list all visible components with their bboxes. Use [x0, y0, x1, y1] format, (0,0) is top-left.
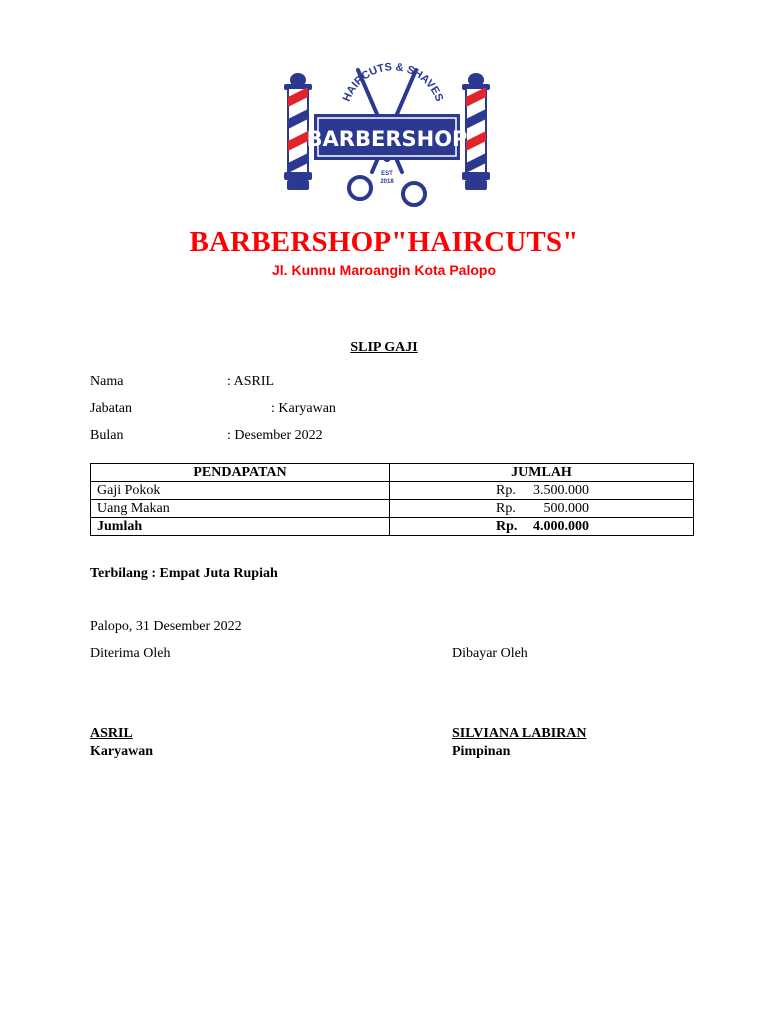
info-value: : Desember 2022 [227, 428, 323, 443]
table-header-pendapatan: PENDAPATAN [91, 464, 390, 482]
row-currency: Rp. [496, 501, 516, 516]
row-amount: 500.000 [543, 501, 589, 516]
logo-banner-text: BARBERSHOP [306, 127, 468, 151]
company-name: BARBERSHOP"HAIRCUTS" [189, 226, 579, 258]
info-label: Jabatan [90, 401, 132, 416]
row-currency: Rp. [496, 483, 516, 498]
total-amount: 4.000.000 [533, 519, 589, 534]
info-label: Bulan [90, 428, 124, 443]
receiver-label: Diterima Oleh [90, 646, 171, 661]
svg-text:2018: 2018 [380, 179, 394, 185]
table-row [91, 500, 694, 518]
payer-name: SILVIANA LABIRAN [452, 726, 587, 741]
info-value: : ASRIL [227, 374, 275, 389]
payer-label: Dibayar Oleh [452, 646, 528, 661]
logo-arc-text: HAIRCUTS & SHAVES [340, 62, 446, 104]
info-label: Nama [90, 374, 124, 389]
slip-title: SLIP GAJI [350, 340, 418, 355]
receiver-name: ASRIL [90, 726, 133, 741]
place-date: Palopo, 31 Desember 2022 [90, 619, 242, 634]
barbershop-logo [278, 62, 496, 218]
svg-text:EST: EST [381, 171, 393, 177]
table-header-jumlah: JUMLAH [390, 464, 694, 482]
total-currency: Rp. [496, 519, 518, 534]
row-amount-cell [390, 500, 694, 518]
table-total-row [91, 518, 694, 536]
total-amount-cell [390, 518, 694, 536]
info-value: : Karyawan [271, 401, 336, 416]
row-item: Uang Makan [91, 500, 390, 518]
row-amount-cell [390, 482, 694, 500]
total-item: Jumlah [91, 518, 390, 536]
row-amount: 3.500.000 [533, 483, 589, 498]
row-item: Gaji Pokok [91, 482, 390, 500]
amount-in-words: Terbilang : Empat Juta Rupiah [90, 566, 278, 581]
table-row [91, 482, 694, 500]
payer-role: Pimpinan [452, 744, 511, 759]
salary-table [90, 463, 694, 536]
company-address: Jl. Kunnu Maroangin Kota Palopo [272, 262, 496, 278]
receiver-role: Karyawan [90, 744, 153, 759]
table-header-row [91, 464, 694, 482]
